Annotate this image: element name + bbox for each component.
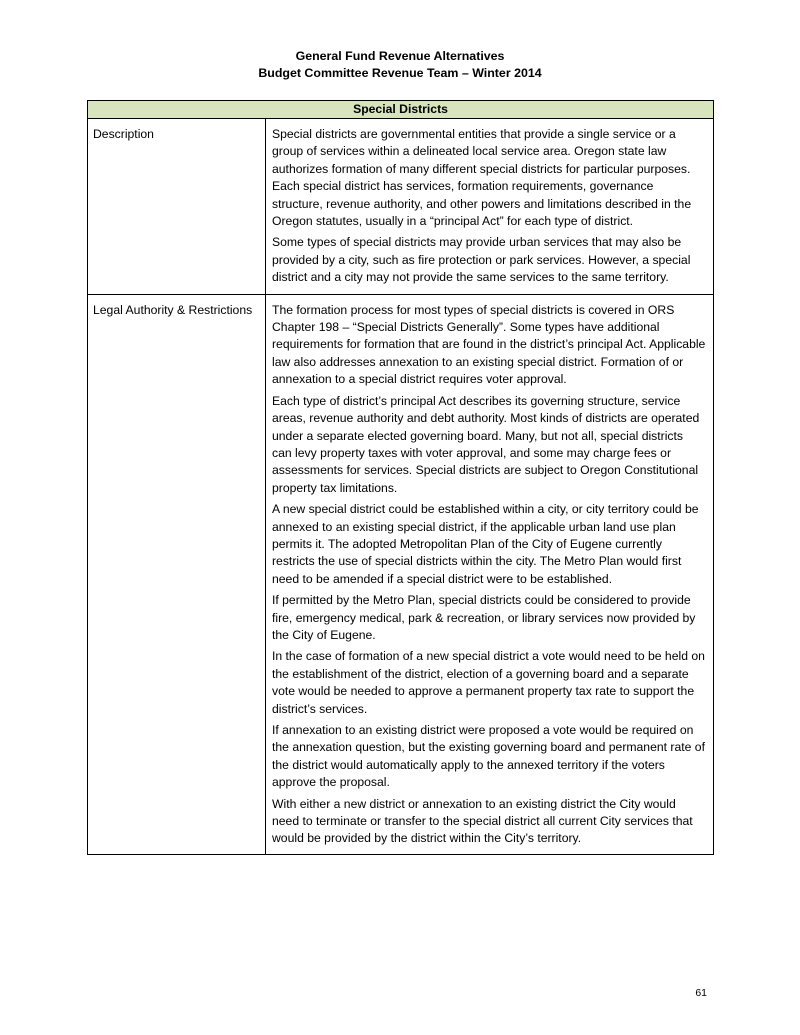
table-row-legal-authority <box>88 294 714 854</box>
paragraph: Some types of special districts may provide urban services that may also be provided by a city, such as fire protection or park services. However, a special district and a city may not provide the same services to the same territory. <box>272 235 691 285</box>
paragraph: The formation process for most types of special districts is covered in ORS Chapter 198 – “Special Districts Generally”. Some types have additional requirements for formation that are found in the district’s principal Act. Applicable law also addresses annexation to an existing special district. Formation of or annexation to a special district requires voter approval. <box>272 302 706 387</box>
row-label: Description <box>88 119 266 295</box>
page-number: 61 <box>695 987 707 999</box>
paragraph: With either a new district or annexation to an existing district the City would need to terminate or transfer to the special district all current City services that would be provided by the district within the City’s territory. <box>272 796 693 846</box>
table-heading: Special Districts <box>88 101 714 119</box>
table-row-description <box>88 119 714 295</box>
paragraph: If annexation to an existing district were proposed a vote would be required on the annexation question, but the existing governing board and permanent rate of the district would automatically apply to the annexed territory if the voters approve the proposal. <box>272 723 705 790</box>
document-header <box>0 48 800 82</box>
document-subtitle: Budget Committee Revenue Team – Winter 2014 <box>258 66 542 80</box>
special-districts-table <box>87 100 714 855</box>
paragraph: In the case of formation of a new special district a vote would need to be held on the establishment of the district, election of a governing board and a separate vote would be needed to approve a permanent property tax rate to support the district’s services. <box>272 649 705 716</box>
row-content <box>266 294 714 854</box>
table-heading-row <box>88 101 714 119</box>
paragraph: A new special district could be established within a city, or city territory could be annexed to an existing special district, if the applicable urban land use plan permits it. The adopted Metropolitan Plan of the City of Eugene currently restricts the use of special districts within the city. The Metro Plan would first need to be amended if a special district were to be established. <box>272 502 699 586</box>
paragraph: Special districts are governmental entities that provide a single service or a group of services within a delineated local service area. Oregon state law authorizes formation of many different special districts for particular purposes. Each special district has services, formation requirements, governance structure, revenue authority, and other powers and limitations described in the Oregon statutes, usually in a “principal Act” for each type of district. <box>272 127 692 229</box>
document-title: General Fund Revenue Alternatives <box>295 49 505 63</box>
row-content <box>266 119 714 295</box>
paragraph: If permitted by the Metro Plan, special districts could be considered to provide fire, emergency medical, park & recreation, or library services now provided by the City of Eugene. <box>272 593 696 642</box>
paragraph: Each type of district’s principal Act describes its governing structure, service areas, revenue authority and debt authority. Most kinds of districts are operated under a separate elected governing board. Many, but not all, special districts can levy property taxes with voter approval, and some may charge fees or assessments for services. Special districts are subject to Oregon Constitutional property tax limitations. <box>272 393 700 495</box>
row-label: Legal Authority & Restrictions <box>88 294 266 854</box>
